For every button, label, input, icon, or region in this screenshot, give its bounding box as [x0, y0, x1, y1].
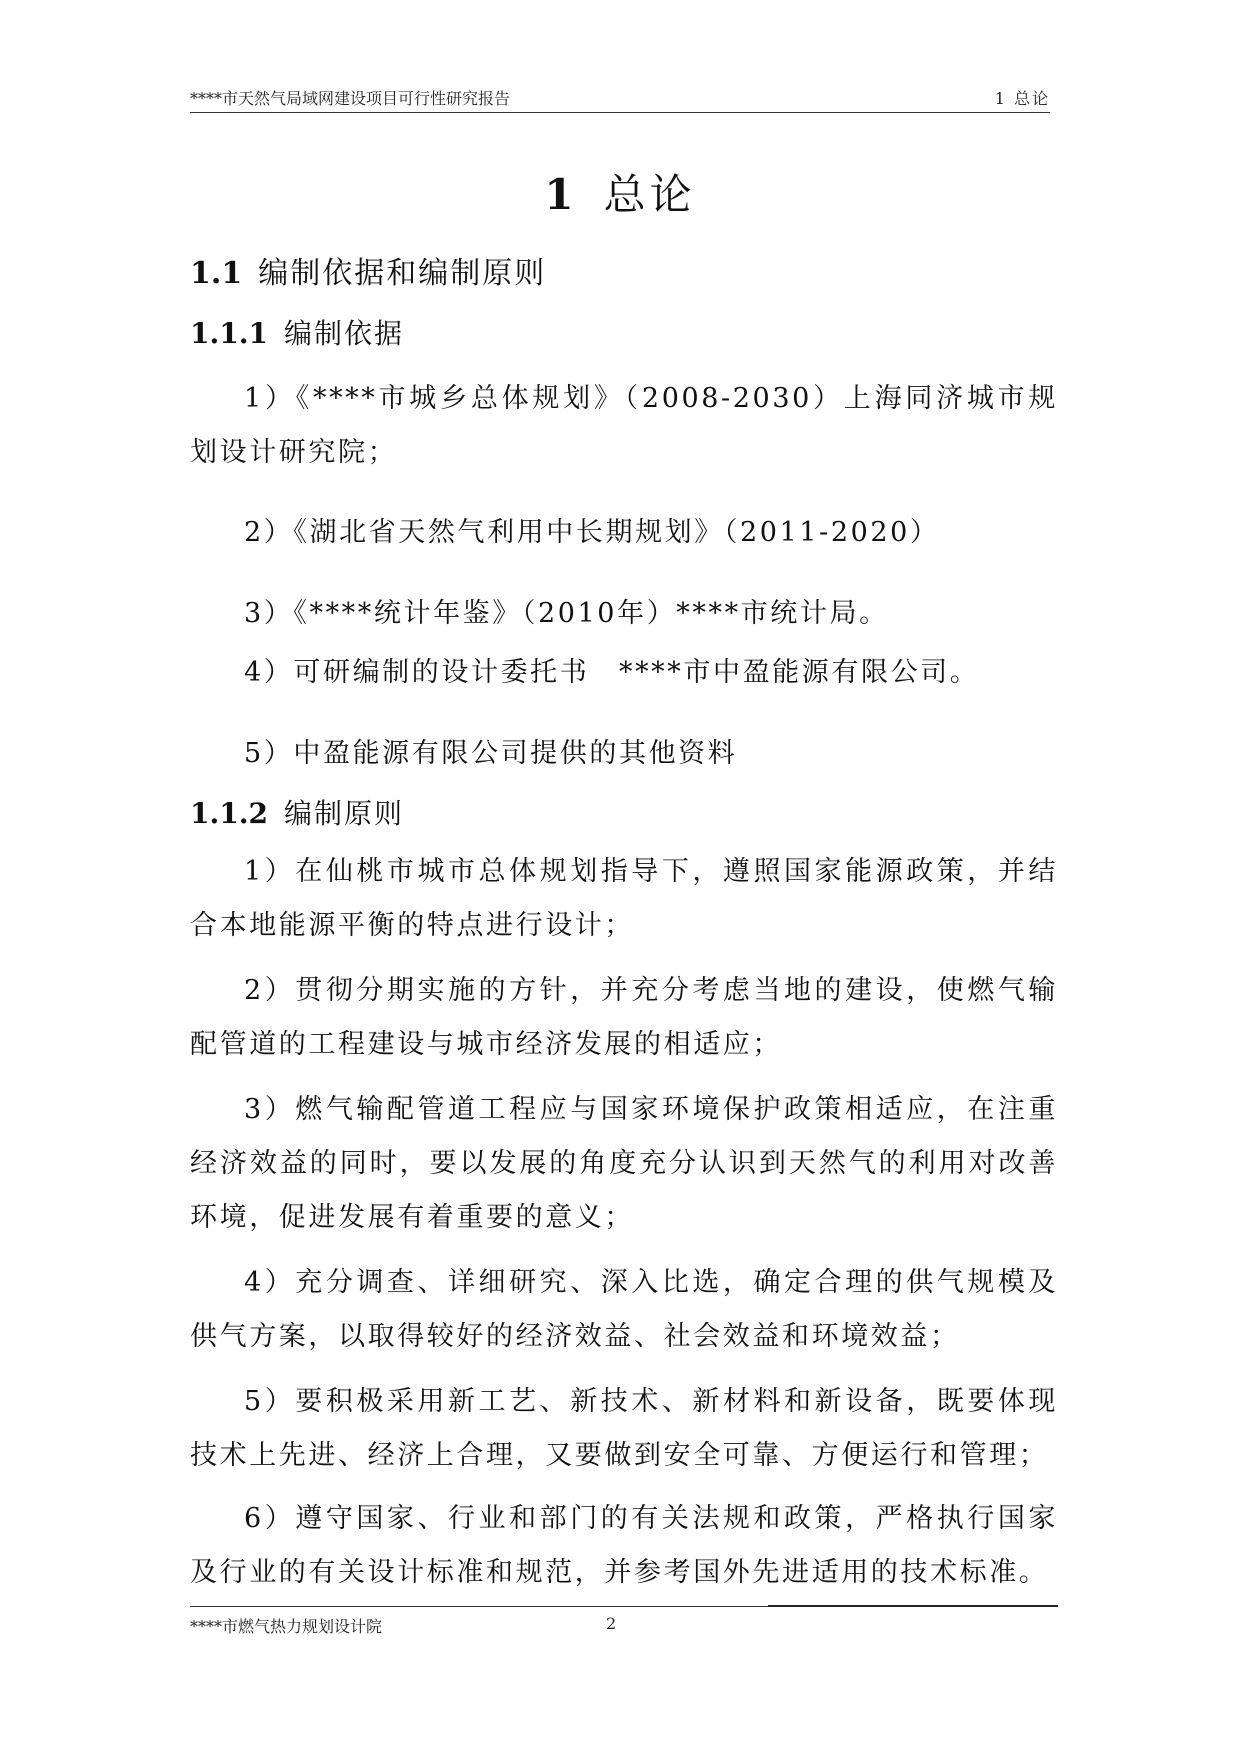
basis-item-5: 5）中盈能源有限公司提供的其他资料: [244, 738, 738, 769]
page-header: [190, 86, 1050, 113]
basis-item-1: 1）《****市城乡总体规划》（2008-2030）上海同济城市规划设计研究院；: [190, 383, 1058, 468]
page-number: 2: [606, 1614, 617, 1633]
basis-item-3: 3）《****统计年鉴》（2010年）****市统计局。: [244, 598, 889, 629]
subsection-heading-1-1-2: [190, 792, 404, 832]
basis-item-4: 4）可研编制的设计委托书 ****市中盈能源有限公司。: [244, 657, 980, 688]
footer-organization: ****市燃气热力规划设计院: [190, 1617, 383, 1636]
principle-item-4: 4）充分调查、详细研究、深入比选，确定合理的供气规模及供气方案，以取得较好的经济效益、社会效益和环境效益；: [190, 1267, 1058, 1352]
subsection-title: 编制原则: [283, 797, 404, 830]
footer-rule-accent: [768, 1605, 1058, 1607]
principle-item-5: 5）要积极采用新工艺、新技术、新材料和新设备，既要体现技术上先进、经济上合理，又要做到安全可靠、方便运行和管理；: [190, 1386, 1058, 1471]
subsection-number: 1.1.1: [190, 317, 268, 350]
chapter-title: [0, 162, 1240, 222]
principle-item-6: 6）遵守国家、行业和部门的有关法规和政策，严格执行国家及行业的有关设计标准和规范，并参考国外先进适用的技术标准。: [190, 1503, 1058, 1588]
subsection-number: 1.1.2: [190, 797, 268, 830]
section-number: 1.1: [190, 256, 243, 291]
subsection-title: 编制依据: [283, 317, 404, 350]
basis-item-2: 2）《湖北省天然气利用中长期规划》（2011-2020）: [244, 517, 940, 548]
chapter-number: 1: [544, 170, 578, 219]
section-title: 编制依据和编制原则: [258, 256, 547, 291]
subsection-heading-1-1-1: [190, 312, 404, 352]
header-report-title: ****市天然气局域网建设项目可行性研究报告: [190, 89, 511, 108]
chapter-title-text: 总论: [603, 170, 696, 219]
principle-item-2: 2）贯彻分期实施的方针，并充分考虑当地的建设，使燃气输配管道的工程建设与城市经济发展的相适应；: [190, 975, 1058, 1060]
principle-item-1: 1）在仙桃市城市总体规划指导下，遵照国家能源政策，并结合本地能源平衡的特点进行设计；: [190, 856, 1058, 941]
section-heading-1-1: [190, 248, 546, 292]
principle-item-3: 3）燃气输配管道工程应与国家环境保护政策相适应，在注重经济效益的同时，要以发展的角度充分认识到天然气的利用对改善环境，促进发展有着重要的意义；: [190, 1094, 1058, 1233]
header-chapter-label: 1 总论: [994, 89, 1050, 108]
footer-rule: [190, 1606, 1058, 1607]
